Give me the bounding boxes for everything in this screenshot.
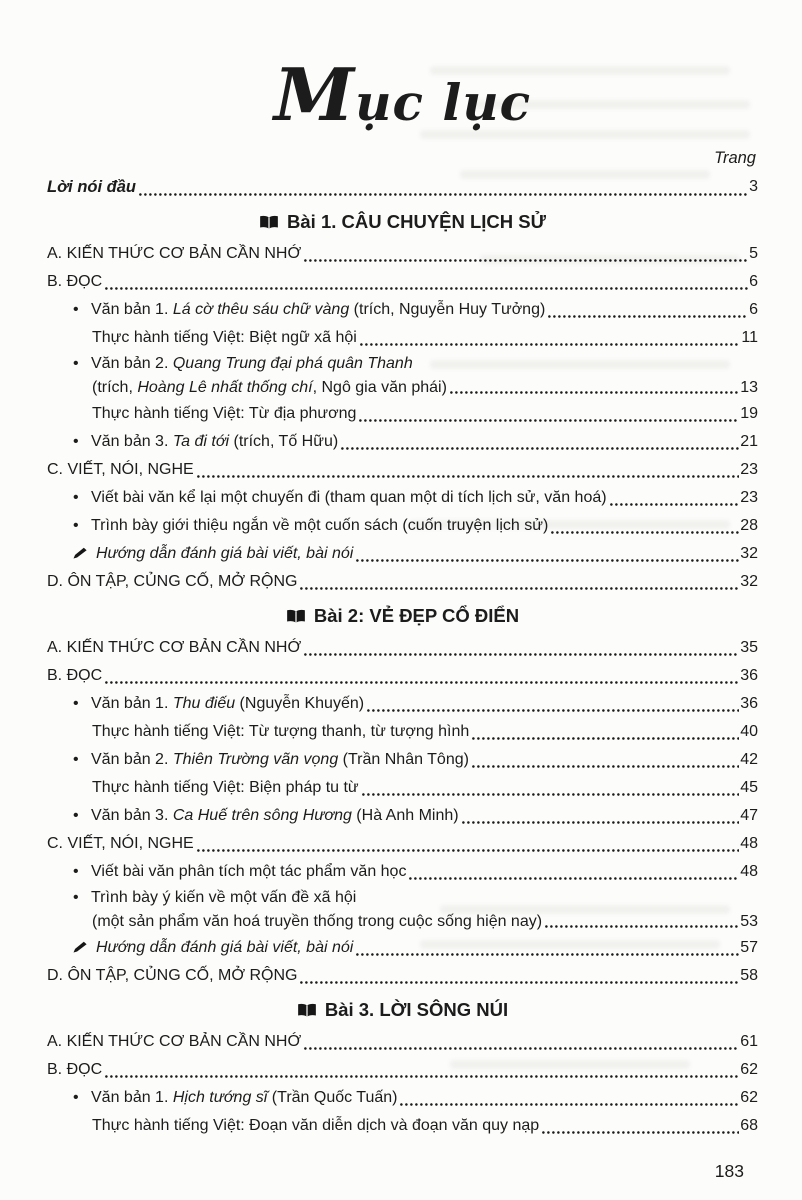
- toc-page-number: 58: [740, 967, 758, 984]
- toc-entry-text-segment: Thực hành tiếng Việt: Từ tượng thanh, từ tượng hình: [92, 723, 470, 740]
- toc-page-number: 62: [740, 1061, 758, 1078]
- open-book-icon: [259, 209, 279, 239]
- bullet-icon: •: [73, 433, 79, 450]
- toc-entry-text-segment: Thực hành tiếng Việt: Biệt ngữ xã hội: [92, 329, 357, 346]
- toc-page-number: 23: [740, 489, 758, 506]
- toc-line: [47, 268, 758, 296]
- dot-leader: [406, 858, 740, 886]
- toc-line: [47, 1084, 758, 1112]
- toc-entry-text: [91, 512, 548, 540]
- toc-line: [47, 718, 758, 746]
- toc-entry-text: [47, 1028, 301, 1056]
- toc-line: [47, 324, 758, 352]
- open-book-icon: [286, 603, 306, 633]
- bullet-icon: •: [73, 301, 79, 318]
- toc-entry-text-segment: Quang Trung đại phá quân Thanh: [172, 355, 413, 372]
- toc-line: [47, 690, 758, 718]
- toc-entry-text-segment: D. ÔN TẬP, CỦNG CỐ, MỞ RỘNG: [47, 967, 298, 984]
- section-heading: [47, 601, 758, 631]
- toc-entry-text: [91, 858, 406, 886]
- preface-row: [47, 172, 758, 202]
- dot-leader: [102, 268, 749, 296]
- toc-entry-text: [91, 352, 413, 375]
- toc-entry-text-segment: Văn bản 2.: [91, 751, 173, 768]
- toc-page-number: 53: [740, 913, 758, 930]
- toc-entry-text-segment: Ta đi tới: [172, 433, 230, 450]
- toc-entry-text: [92, 1112, 539, 1140]
- toc-page-number: 11: [741, 329, 758, 346]
- toc-entry-text: [91, 296, 545, 324]
- toc-entry-text: [47, 830, 194, 858]
- toc-line: [47, 962, 758, 990]
- toc-entry-text-segment: (Trần Nhân Tông): [338, 751, 469, 768]
- toc-page-number: 48: [740, 863, 758, 880]
- toc-entry-text-segment: Hướng dẫn đánh giá bài viết, bài nói: [96, 545, 354, 562]
- toc-entry-text-segment: Văn bản 1.: [91, 1089, 173, 1106]
- dot-leader: [447, 375, 740, 400]
- toc-page-number: 57: [740, 939, 758, 956]
- dot-leader: [469, 746, 740, 774]
- section-heading: [47, 995, 758, 1025]
- toc-page-number: 68: [740, 1117, 758, 1134]
- toc-page-number: 28: [740, 517, 758, 534]
- toc-entry-text: [91, 802, 459, 830]
- toc-entry-text: [47, 456, 194, 484]
- dot-leader: [338, 428, 740, 456]
- toc-page-number: 32: [740, 545, 758, 562]
- dot-leader: [194, 830, 741, 858]
- toc-line: [47, 886, 758, 909]
- bullet-icon: •: [73, 807, 79, 824]
- toc-entry-text-segment: Lá cờ thêu sáu chữ vàng: [172, 301, 350, 318]
- dot-leader: [359, 774, 741, 802]
- toc-line: [47, 746, 758, 774]
- toc-line: [47, 634, 758, 662]
- toc-page-number: 36: [740, 667, 758, 684]
- toc-page-number: 40: [740, 723, 758, 740]
- toc-page-number: 5: [749, 245, 758, 262]
- toc-entry-text: [92, 909, 542, 934]
- bullet-icon: •: [73, 695, 79, 712]
- toc-entry-text-segment: Thu điếu: [172, 695, 236, 712]
- toc-entry-text-segment: Thiên Trường vãn vọng: [172, 751, 339, 768]
- dot-leader: [397, 1084, 740, 1112]
- toc-entry-text-segment: Văn bản 3.: [91, 807, 173, 824]
- toc-entry-text-segment: Viết bài văn kể lại một chuyến đi (tham quan một di tích lịch sử, văn hoá): [91, 489, 607, 506]
- toc-line: [47, 352, 758, 375]
- toc-section: [47, 207, 758, 596]
- toc-line: [47, 568, 758, 596]
- toc-entry-text: [96, 934, 353, 962]
- toc-entry-text: [47, 240, 301, 268]
- toc-entry-text-segment: (trích,: [92, 379, 138, 396]
- toc-entry-text-segment: Văn bản 3.: [91, 433, 173, 450]
- dot-leader: [301, 1028, 740, 1056]
- toc-entry-text-segment: C. VIẾT, NÓI, NGHE: [47, 835, 194, 852]
- toc-entry-text-segment: Ca Huế trên sông Hương: [172, 807, 352, 824]
- toc-entry-text-segment: Văn bản 1.: [91, 695, 173, 712]
- toc-entry-text-segment: A. KIẾN THỨC CƠ BẢN CẦN NHỚ: [47, 245, 302, 262]
- toc-page-number: 61: [740, 1033, 758, 1050]
- toc-entry-text-segment: Hịch tướng sĩ: [172, 1089, 268, 1106]
- toc-entry-text: [92, 324, 357, 352]
- open-book-icon: [297, 997, 317, 1027]
- toc-line: [47, 1028, 758, 1056]
- toc-page-number: 36: [740, 695, 758, 712]
- toc-line: [47, 1112, 758, 1140]
- pencil-icon: [73, 540, 96, 568]
- dot-leader: [297, 568, 740, 596]
- page-column-header: Trang: [714, 149, 756, 167]
- toc-entry-text-segment: (Nguyễn Khuyến): [235, 695, 365, 712]
- toc-line: [47, 909, 758, 934]
- dot-leader: [102, 1056, 740, 1084]
- dot-leader: [607, 484, 741, 512]
- toc-entry-text: [47, 268, 102, 296]
- toc-line: [47, 1056, 758, 1084]
- toc-entry-text-segment: A. KIẾN THỨC CƠ BẢN CẦN NHỚ: [47, 639, 302, 656]
- bullet-icon: •: [73, 517, 79, 534]
- dot-leader: [297, 962, 740, 990]
- dot-leader: [545, 296, 749, 324]
- toc-entry-text: [91, 746, 469, 774]
- section-heading-label: Bài 1. CÂU CHUYỆN LỊCH SỬ: [287, 211, 546, 232]
- toc-line: [47, 802, 758, 830]
- bullet-icon: •: [73, 751, 79, 768]
- toc-entry-text-segment: A. KIẾN THỨC CƠ BẢN CẦN NHỚ: [47, 1033, 302, 1050]
- toc-line: [47, 774, 758, 802]
- section-heading: [47, 207, 758, 237]
- toc-entry-text-segment: (trích, Tố Hữu): [229, 433, 339, 450]
- pencil-icon: [73, 934, 96, 962]
- toc-page-number: 19: [740, 405, 758, 422]
- dot-leader: [353, 934, 740, 962]
- section-heading-label: Bài 2: VẺ ĐẸP CỔ ĐIỂN: [313, 605, 520, 626]
- toc-entry-text-segment: Thực hành tiếng Việt: Đoạn văn diễn dịch và đoạn văn quy nạp: [92, 1117, 540, 1134]
- toc-entry-text: [91, 690, 364, 718]
- toc-entry-text-segment: D. ÔN TẬP, CỦNG CỐ, MỞ RỘNG: [47, 573, 298, 590]
- toc-entry-text-segment: Trình bày giới thiệu ngắn về một cuốn sách (cuốn truyện lịch sử): [91, 517, 549, 534]
- toc-entry-text: [47, 1056, 102, 1084]
- toc-entry-text: [92, 375, 447, 400]
- toc-line: [47, 400, 758, 428]
- toc-page-number: 21: [740, 433, 758, 450]
- dot-leader: [548, 512, 740, 540]
- toc-line: [47, 662, 758, 690]
- toc-entry-text-segment: Văn bản 2.: [91, 355, 173, 372]
- section-heading-label: Bài 3. LỜI SÔNG NÚI: [324, 999, 509, 1020]
- bullet-icon: •: [73, 1089, 79, 1106]
- toc-entry-text: [91, 886, 356, 909]
- toc-page-number: 45: [740, 779, 758, 796]
- toc-page-number: 32: [740, 573, 758, 590]
- dot-leader: [357, 324, 742, 352]
- dot-leader: [542, 909, 740, 934]
- dot-leader: [136, 172, 749, 202]
- toc-entry-text: [92, 774, 359, 802]
- toc-line: [47, 240, 758, 268]
- toc-entry-text-segment: B. ĐỌC: [47, 273, 103, 290]
- toc-entry-text-segment: Viết bài văn phân tích một tác phẩm văn học: [91, 863, 407, 880]
- toc-entry-text: [91, 428, 338, 456]
- dot-leader: [364, 690, 740, 718]
- bullet-icon: •: [73, 489, 79, 506]
- toc-page-number: 47: [740, 807, 758, 824]
- toc-entry-text: [47, 662, 102, 690]
- dot-leader: [356, 400, 740, 428]
- toc-entry-text: [47, 634, 301, 662]
- toc-line: [47, 296, 758, 324]
- toc-line: [47, 934, 758, 962]
- toc-entry-text-segment: (một sản phẩm văn hoá truyền thống trong cuộc sống hiện nay): [92, 913, 543, 930]
- toc-line: [47, 858, 758, 886]
- toc-entry-text: [92, 718, 469, 746]
- toc-section: [47, 995, 758, 1140]
- bullet-icon: •: [73, 889, 79, 906]
- bullet-icon: •: [73, 863, 79, 880]
- toc-line: [47, 456, 758, 484]
- toc-line: [47, 484, 758, 512]
- toc-entry-text: [96, 540, 353, 568]
- page-folio: 183: [714, 1161, 744, 1181]
- toc-entry-text-segment: Thực hành tiếng Việt: Biện pháp tu từ: [92, 779, 359, 796]
- toc-entry-text: [91, 1084, 397, 1112]
- bullet-icon: •: [73, 355, 79, 372]
- toc-entry-text: [92, 400, 356, 428]
- preface-label: Lời nói đầu: [47, 178, 136, 196]
- dot-leader: [539, 1112, 740, 1140]
- toc-entry-text-segment: B. ĐỌC: [47, 667, 103, 684]
- toc-page-number: 42: [740, 751, 758, 768]
- toc-entry-text-segment: C. VIẾT, NÓI, NGHE: [47, 461, 194, 478]
- toc-page-number: 23: [740, 461, 758, 478]
- toc-page-number: 62: [740, 1089, 758, 1106]
- toc-entry-text-segment: Hoàng Lê nhất thống chí: [137, 379, 313, 396]
- toc-entry-text-segment: Hướng dẫn đánh giá bài viết, bài nói: [96, 939, 354, 956]
- dot-leader: [469, 718, 740, 746]
- preface-page-number: 3: [749, 178, 758, 195]
- toc-page-number: 48: [740, 835, 758, 852]
- toc-entry-text: [47, 962, 297, 990]
- toc-entry-text-segment: , Ngô gia văn phái): [312, 379, 447, 396]
- toc-entry-text-segment: Văn bản 1.: [91, 301, 173, 318]
- toc-line: [47, 375, 758, 400]
- toc-line: [47, 830, 758, 858]
- toc-entry-text-segment: B. ĐỌC: [47, 1061, 103, 1078]
- dot-leader: [301, 634, 740, 662]
- dot-leader: [102, 662, 740, 690]
- toc-entry-text-segment: Thực hành tiếng Việt: Từ địa phương: [92, 405, 357, 422]
- toc-entry-text: [91, 484, 607, 512]
- toc-entry-text-segment: (Trần Quốc Tuấn): [267, 1089, 398, 1106]
- toc-page-number: 6: [749, 273, 758, 290]
- toc-entry-text-segment: (Hà Anh Minh): [351, 807, 459, 824]
- dot-leader: [459, 802, 741, 830]
- toc-title: Mục lục: [273, 53, 532, 138]
- toc-entry-text-segment: (trích, Nguyễn Huy Tưởng): [349, 301, 546, 318]
- toc-line: [47, 428, 758, 456]
- toc-line: [47, 512, 758, 540]
- dot-leader: [353, 540, 740, 568]
- toc-section: [47, 601, 758, 990]
- toc-page-number: 35: [740, 639, 758, 656]
- toc-page-number: 6: [749, 301, 758, 318]
- toc-sections: [47, 207, 758, 1140]
- toc-entry-text-segment: Trình bày ý kiến về một vấn đề xã hội: [91, 889, 357, 906]
- dot-leader: [194, 456, 741, 484]
- dot-leader: [301, 240, 749, 268]
- toc-line: [47, 540, 758, 568]
- toc-page-number: 13: [740, 379, 758, 396]
- toc-entry-text: [47, 568, 297, 596]
